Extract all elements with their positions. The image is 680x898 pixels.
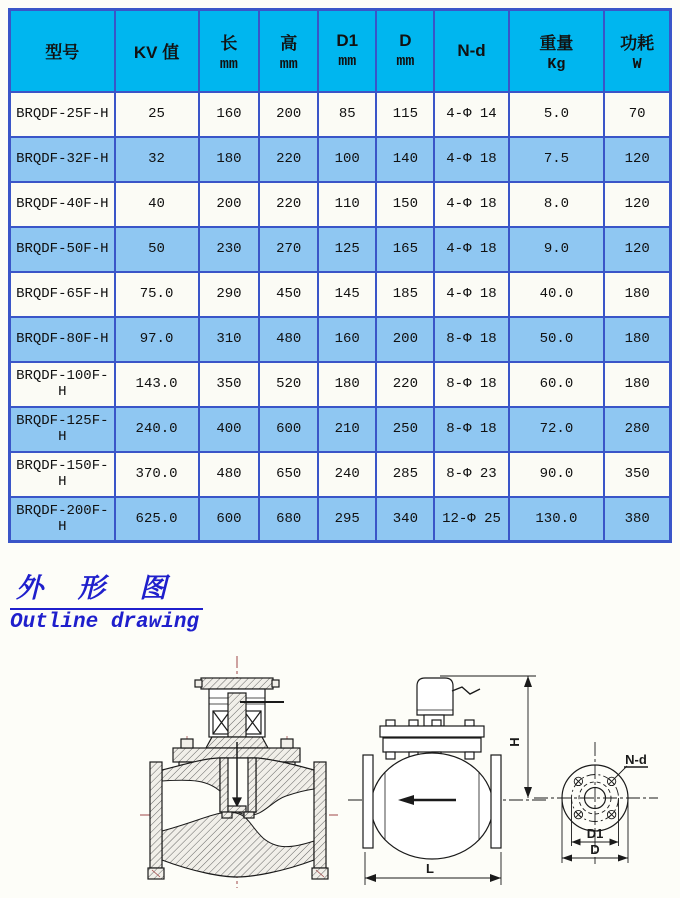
model-cell: BRQDF-200F-H — [10, 497, 115, 542]
dimension-Nd-label: N-d — [625, 752, 647, 767]
model-cell: BRQDF-80F-H — [10, 317, 115, 362]
model-cell: BRQDF-100F-H — [10, 362, 115, 407]
column-header: 重量 Kg — [509, 10, 605, 92]
header-row — [10, 10, 671, 92]
table-cell: 160 — [199, 92, 260, 137]
table-row — [10, 317, 671, 362]
coil-cap — [201, 678, 273, 689]
table-row — [10, 182, 671, 227]
column-header: KV 值 — [115, 10, 199, 92]
flange-face-view — [534, 742, 658, 864]
table-cell: 145 — [318, 272, 376, 317]
table-cell: 4-Φ 18 — [434, 137, 508, 182]
table-cell: 350 — [604, 452, 670, 497]
table-cell: 120 — [604, 182, 670, 227]
table-cell: 85 — [318, 92, 376, 137]
bonnet-plate — [383, 738, 481, 752]
spec-table — [8, 8, 672, 543]
table-row — [10, 137, 671, 182]
valve-technical-drawing — [0, 648, 680, 893]
table-cell: 400 — [199, 407, 260, 452]
table-cell: 50 — [115, 227, 199, 272]
table-cell: 4-Φ 14 — [434, 92, 508, 137]
table-cell: 600 — [259, 407, 318, 452]
table-cell: 8-Φ 18 — [434, 407, 508, 452]
column-header: 高 mm — [259, 10, 318, 92]
table-row — [10, 92, 671, 137]
pipe-flange-left — [150, 762, 162, 868]
table-cell: 520 — [259, 362, 318, 407]
table-cell: 97.0 — [115, 317, 199, 362]
model-cell: BRQDF-50F-H — [10, 227, 115, 272]
table-cell: 165 — [376, 227, 434, 272]
table-cell: 4-Φ 18 — [434, 227, 508, 272]
table-cell: 280 — [604, 407, 670, 452]
table-cell: 625.0 — [115, 497, 199, 542]
table-row — [10, 227, 671, 272]
table-cell: 180 — [604, 272, 670, 317]
table-cell: 5.0 — [509, 92, 605, 137]
table-cell: 220 — [376, 362, 434, 407]
table-cell: 12-Φ 25 — [434, 497, 508, 542]
elevation-view — [348, 676, 546, 885]
table-cell: 180 — [318, 362, 376, 407]
table-cell: 150 — [376, 182, 434, 227]
table-cell: 180 — [199, 137, 260, 182]
table-cell: 90.0 — [509, 452, 605, 497]
cable-pigtail — [452, 687, 480, 694]
table-cell: 340 — [376, 497, 434, 542]
table-row — [10, 407, 671, 452]
model-cell: BRQDF-65F-H — [10, 272, 115, 317]
table-cell: 230 — [199, 227, 260, 272]
section-heading — [10, 566, 203, 634]
table-cell: 143.0 — [115, 362, 199, 407]
flange-bolt — [281, 739, 293, 748]
table-body — [10, 92, 671, 542]
valve-body — [371, 753, 493, 859]
column-header: 型号 — [10, 10, 115, 92]
table-cell: 380 — [604, 497, 670, 542]
table-cell: 220 — [259, 182, 318, 227]
pipe-flange-right — [314, 762, 326, 868]
table-cell: 120 — [604, 227, 670, 272]
outline-drawing — [0, 648, 680, 893]
table-cell: 40 — [115, 182, 199, 227]
table-cell: 4-Φ 18 — [434, 182, 508, 227]
table-cell: 115 — [376, 92, 434, 137]
table-cell: 4-Φ 18 — [434, 272, 508, 317]
table-cell: 650 — [259, 452, 318, 497]
table-cell: 140 — [376, 137, 434, 182]
column-header: 功耗 W — [604, 10, 670, 92]
table-cell: 50.0 — [509, 317, 605, 362]
table-row — [10, 362, 671, 407]
flange-left — [363, 755, 373, 848]
table-cell: 370.0 — [115, 452, 199, 497]
table-cell: 480 — [199, 452, 260, 497]
table-cell: 75.0 — [115, 272, 199, 317]
table-cell: 480 — [259, 317, 318, 362]
section-title-english: Outline drawing — [10, 611, 200, 634]
solenoid-can — [417, 678, 453, 715]
table-cell: 210 — [318, 407, 376, 452]
table-cell: 72.0 — [509, 407, 605, 452]
flange-bolt — [181, 739, 193, 748]
dimension-D-label: D — [590, 842, 600, 857]
table-cell: 240.0 — [115, 407, 199, 452]
spec-table-container — [8, 8, 672, 543]
table-cell: 70 — [604, 92, 670, 137]
model-cell: BRQDF-32F-H — [10, 137, 115, 182]
table-cell: 110 — [318, 182, 376, 227]
model-cell: BRQDF-125F-H — [10, 407, 115, 452]
table-cell: 100 — [318, 137, 376, 182]
top-plate — [380, 726, 484, 737]
table-cell: 290 — [199, 272, 260, 317]
table-cell: 200 — [259, 92, 318, 137]
table-cell: 25 — [115, 92, 199, 137]
dimension-D1-label: D1 — [586, 826, 604, 841]
table-cell: 200 — [376, 317, 434, 362]
armature — [228, 693, 246, 737]
table-cell: 8.0 — [509, 182, 605, 227]
table-cell: 60.0 — [509, 362, 605, 407]
table-cell: 40.0 — [509, 272, 605, 317]
table-cell: 600 — [199, 497, 260, 542]
table-cell: 270 — [259, 227, 318, 272]
model-cell: BRQDF-150F-H — [10, 452, 115, 497]
model-cell: BRQDF-40F-H — [10, 182, 115, 227]
valve-disc — [228, 806, 246, 812]
column-header: N-d — [434, 10, 508, 92]
table-cell: 680 — [259, 497, 318, 542]
table-cell: 350 — [199, 362, 260, 407]
table-cell: 295 — [318, 497, 376, 542]
table-row — [10, 452, 671, 497]
table-cell: 7.5 — [509, 137, 605, 182]
table-cell: 450 — [259, 272, 318, 317]
table-cell: 125 — [318, 227, 376, 272]
table-cell: 8-Φ 23 — [434, 452, 508, 497]
table-cell: 160 — [318, 317, 376, 362]
dimension-L-label: L — [426, 861, 434, 876]
table-cell: 240 — [318, 452, 376, 497]
table-row — [10, 497, 671, 542]
table-row — [10, 272, 671, 317]
table-cell: 8-Φ 18 — [434, 362, 508, 407]
flange-right — [491, 755, 501, 848]
column-header: D1 mm — [318, 10, 376, 92]
table-cell: 120 — [604, 137, 670, 182]
table-cell: 9.0 — [509, 227, 605, 272]
column-header: D mm — [376, 10, 434, 92]
section-title-chinese: 外 形 图 — [10, 566, 203, 610]
section-view — [140, 656, 338, 888]
table-cell: 200 — [199, 182, 260, 227]
table-cell: 185 — [376, 272, 434, 317]
dimension-H-label: H — [507, 737, 522, 747]
column-header: 长 mm — [199, 10, 260, 92]
table-cell: 8-Φ 18 — [434, 317, 508, 362]
table-cell: 180 — [604, 317, 670, 362]
table-cell: 250 — [376, 407, 434, 452]
model-cell: BRQDF-25F-H — [10, 92, 115, 137]
table-cell: 310 — [199, 317, 260, 362]
table-cell: 180 — [604, 362, 670, 407]
table-cell: 285 — [376, 452, 434, 497]
table-cell: 220 — [259, 137, 318, 182]
table-cell: 130.0 — [509, 497, 605, 542]
table-cell: 32 — [115, 137, 199, 182]
